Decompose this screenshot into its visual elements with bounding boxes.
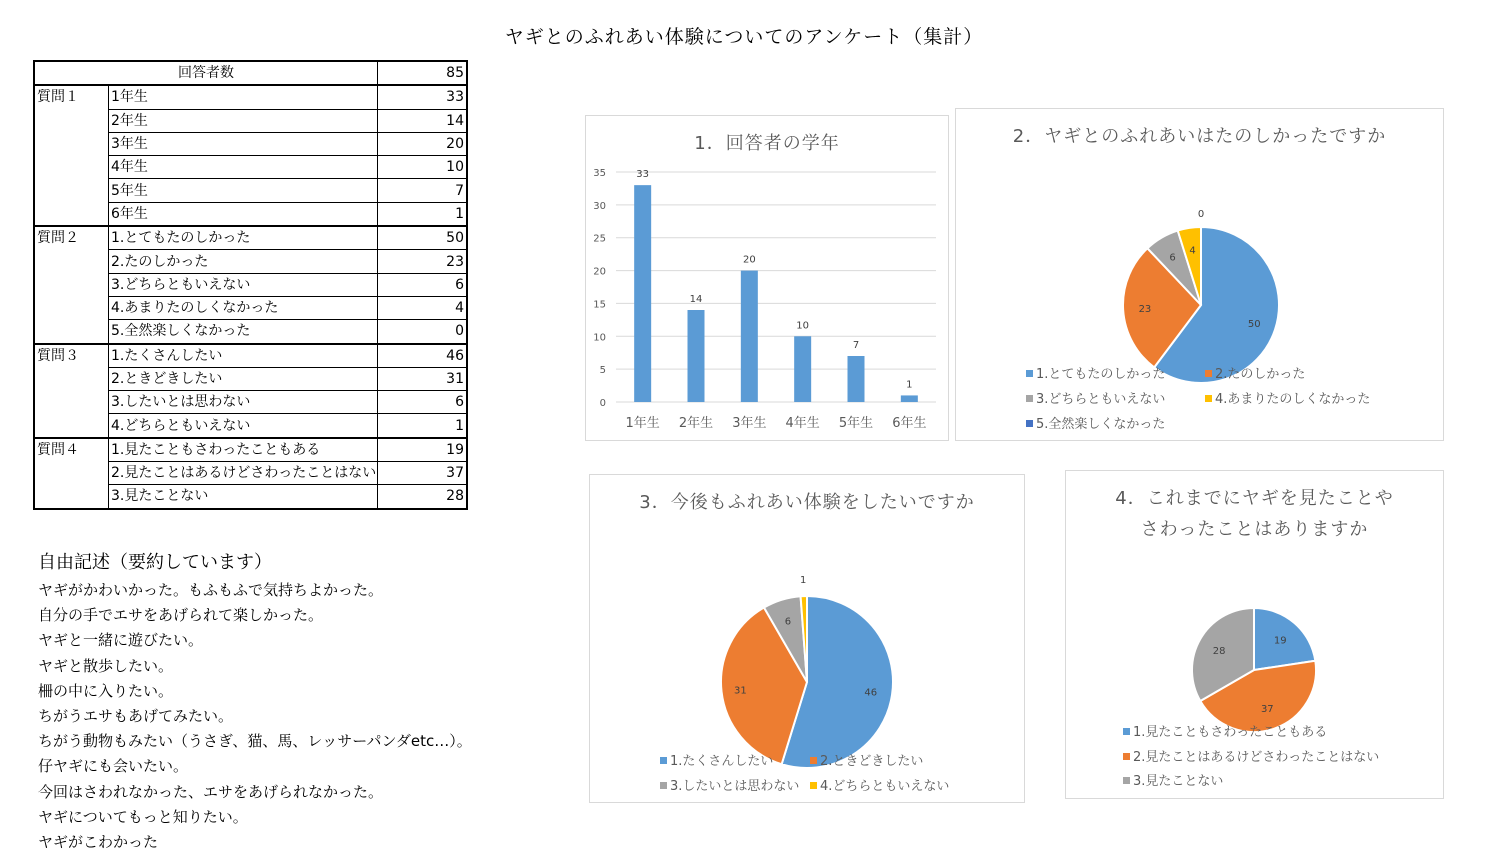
legend-item <box>810 775 949 794</box>
bar-data-label: 10 <box>796 320 810 332</box>
row-value: 31 <box>378 367 468 390</box>
chart-title: 3．今後もふれあい体験をしたいですか <box>639 492 975 513</box>
legend-label: 1.たくさんしたい <box>670 754 774 769</box>
legend-label: 2.ときどきしたい <box>820 754 924 769</box>
free-text-title: 自由記述（要約しています） <box>38 552 272 573</box>
question-label-2: 質問２ <box>34 226 109 343</box>
summary-table <box>33 60 468 510</box>
row-label: 1.とてもたのしかった <box>109 226 378 250</box>
row-label: 2年生 <box>109 109 378 132</box>
legend-label: 3.したいとは思わない <box>670 779 800 794</box>
bar-data-label: 33 <box>636 169 650 181</box>
row-label: 2.ときどきしたい <box>109 367 378 390</box>
chart-panel-enjoyment <box>955 108 1444 441</box>
question-label-4: 質問４ <box>34 438 109 509</box>
row-value: 1 <box>378 414 468 438</box>
legend-swatch <box>1026 370 1033 377</box>
bar-data-label: 20 <box>742 254 756 266</box>
legend-swatch <box>1205 395 1212 402</box>
legend-item <box>1123 770 1223 789</box>
table-row <box>34 438 467 462</box>
pie-data-label: 31 <box>733 685 747 697</box>
legend-item <box>1026 413 1165 432</box>
list-item: 柵の中に入りたい。 <box>38 681 174 700</box>
legend-swatch <box>660 782 667 789</box>
table-row <box>34 344 467 368</box>
bar <box>634 185 651 402</box>
legend-label: 5.全然楽しくなかった <box>1036 417 1166 432</box>
list-item: ヤギと一緒に遊びたい。 <box>38 631 204 650</box>
row-label: 1年生 <box>109 85 378 109</box>
legend-swatch <box>1026 395 1033 402</box>
pie-data-label: 46 <box>864 687 878 699</box>
bar <box>901 395 918 402</box>
legend-swatch <box>810 757 817 764</box>
legend-label: 3.どちらともいえない <box>1036 392 1166 407</box>
row-label: 4.あまりたのしくなかった <box>109 296 378 319</box>
row-value: 23 <box>378 250 468 273</box>
bar <box>794 336 811 402</box>
legend-item <box>1123 721 1327 740</box>
list-item: ヤギがかわいかった。もふもふで気持ちよかった。 <box>38 581 384 599</box>
legend-item <box>1026 363 1165 382</box>
bar <box>741 271 758 402</box>
list-item: 今回はさわれなかった、エサをあげられなかった。 <box>38 782 384 801</box>
row-label: 3.したいとは思わない <box>109 391 378 414</box>
legend-swatch <box>1123 728 1130 735</box>
chart-title: 2．ヤギとのふれあいはたのしかったですか <box>1012 126 1387 147</box>
row-label: 1.たくさんしたい <box>109 344 378 368</box>
row-value: 10 <box>378 156 468 179</box>
legend-label: 2.たのしかった <box>1215 367 1306 382</box>
x-tick-label: 2年生 <box>678 416 714 431</box>
pie-data-label: 6 <box>784 616 792 628</box>
question-label-3: 質問３ <box>34 344 109 438</box>
row-label: 3年生 <box>109 132 378 155</box>
y-tick-label: 15 <box>593 299 606 311</box>
row-label: 6年生 <box>109 202 378 226</box>
legend-swatch <box>660 757 667 764</box>
legend-swatch <box>1123 753 1130 760</box>
chart-legend <box>956 363 1443 433</box>
page-title: ヤギとのふれあい体験についてのアンケート（集計） <box>504 26 984 48</box>
question-label-1: 質問１ <box>34 85 109 226</box>
legend-item <box>660 775 799 794</box>
legend-swatch <box>1205 370 1212 377</box>
row-value: 46 <box>378 344 468 368</box>
row-label: 2.見たことはあるけどさわったことはない <box>109 462 378 485</box>
list-item: ヤギがこわかった <box>38 832 159 851</box>
row-label: 4年生 <box>109 156 378 179</box>
y-tick-label: 20 <box>593 266 606 278</box>
pie-chart <box>590 525 1024 775</box>
list-item: 自分の手でエサをあげられて楽しかった。 <box>38 606 324 625</box>
legend-swatch <box>1026 420 1033 427</box>
pie-data-label: 0 <box>1197 208 1205 220</box>
x-tick-label: 5年生 <box>838 416 874 431</box>
free-text-list <box>38 578 472 855</box>
pie-data-label: 23 <box>1138 304 1152 316</box>
legend-item <box>810 750 923 769</box>
legend-label: 4.あまりたのしくなかった <box>1215 392 1371 407</box>
row-value: 7 <box>378 179 468 202</box>
chart-panel-experience <box>1065 470 1444 799</box>
row-value: 0 <box>378 320 468 344</box>
row-value: 14 <box>378 109 468 132</box>
table-row-total <box>34 61 467 85</box>
list-item: ヤギについてもっと知りたい。 <box>38 807 248 826</box>
table-row <box>34 226 467 250</box>
chart-title: 1．回答者の学年 <box>694 133 840 154</box>
row-value: 4 <box>378 296 468 319</box>
legend-label: 1.見たこともさわったこともある <box>1133 725 1328 740</box>
legend-item <box>1026 388 1165 407</box>
y-tick-label: 0 <box>599 398 606 409</box>
row-label: 4.どちらともいえない <box>109 414 378 438</box>
bar-data-label: 1 <box>906 379 913 391</box>
legend-label: 3.見たことない <box>1133 774 1224 789</box>
legend-item <box>1205 363 1305 382</box>
row-value: 28 <box>378 485 468 509</box>
legend-item <box>1123 746 1379 765</box>
pie-data-label: 28 <box>1212 645 1226 657</box>
bar <box>688 310 705 402</box>
x-tick-label: 1年生 <box>625 416 660 431</box>
bar <box>848 356 865 402</box>
row-value: 33 <box>378 85 468 109</box>
pie-data-label: 19 <box>1273 635 1287 647</box>
row-label: 5年生 <box>109 179 378 202</box>
pie-data-label: 37 <box>1260 704 1274 716</box>
legend-label: 1.とてもたのしかった <box>1036 367 1166 382</box>
total-label: 回答者数 <box>34 61 378 85</box>
legend-swatch <box>1123 777 1130 784</box>
y-tick-label: 35 <box>593 168 606 179</box>
bar-data-label: 14 <box>689 294 703 305</box>
row-label: 1.見たこともさわったこともある <box>109 438 378 462</box>
row-value: 1 <box>378 202 468 226</box>
row-value: 50 <box>378 226 468 250</box>
chart-title-line-1: 4．これまでにヤギを見たことや <box>1115 488 1394 509</box>
pie-data-label: 4 <box>1189 245 1196 257</box>
list-item: ヤギと散歩したい。 <box>38 656 174 675</box>
chart-panel-future <box>589 474 1025 803</box>
row-label: 3.見たことない <box>109 485 378 509</box>
chart-legend <box>590 750 1024 795</box>
row-value: 6 <box>378 273 468 296</box>
y-tick-label: 25 <box>593 233 606 245</box>
y-tick-label: 30 <box>593 200 606 212</box>
x-tick-label: 4年生 <box>785 416 820 431</box>
list-item: ちがうエサもあげてみたい。 <box>38 706 234 725</box>
row-label: 2.たのしかった <box>109 250 378 273</box>
x-tick-label: 6年生 <box>892 416 927 431</box>
row-label: 3.どちらともいえない <box>109 273 378 296</box>
list-item: ちがう動物もみたい（うさぎ、猫、馬、レッサーパンダetc…）。 <box>38 732 472 751</box>
bar-data-label: 7 <box>852 340 860 351</box>
row-value: 37 <box>378 462 468 485</box>
table-row <box>34 85 467 109</box>
y-tick-label: 5 <box>599 365 606 377</box>
row-value: 20 <box>378 132 468 155</box>
bar-chart <box>586 116 948 440</box>
chart-legend <box>1066 721 1443 791</box>
pie-data-label: 1 <box>799 574 807 586</box>
x-tick-label: 3年生 <box>732 416 767 431</box>
row-label: 5.全然楽しくなかった <box>109 320 378 344</box>
row-value: 19 <box>378 438 468 462</box>
pie-data-label: 50 <box>1247 318 1261 330</box>
legend-label: 4.どちらともいえない <box>820 779 950 794</box>
chart-title-line-2: さわったことはありますか <box>1140 519 1369 540</box>
legend-swatch <box>810 782 817 789</box>
legend-label: 2.見たことはあるけどさわったことはない <box>1133 750 1380 765</box>
list-item: 仔ヤギにも会いたい。 <box>38 757 189 776</box>
chart-panel-grade <box>585 115 949 441</box>
row-value: 6 <box>378 391 468 414</box>
y-tick-label: 10 <box>593 332 606 344</box>
legend-item <box>660 750 773 769</box>
total-value: 85 <box>378 61 468 85</box>
pie-data-label: 6 <box>1169 252 1176 264</box>
legend-item <box>1205 388 1370 407</box>
